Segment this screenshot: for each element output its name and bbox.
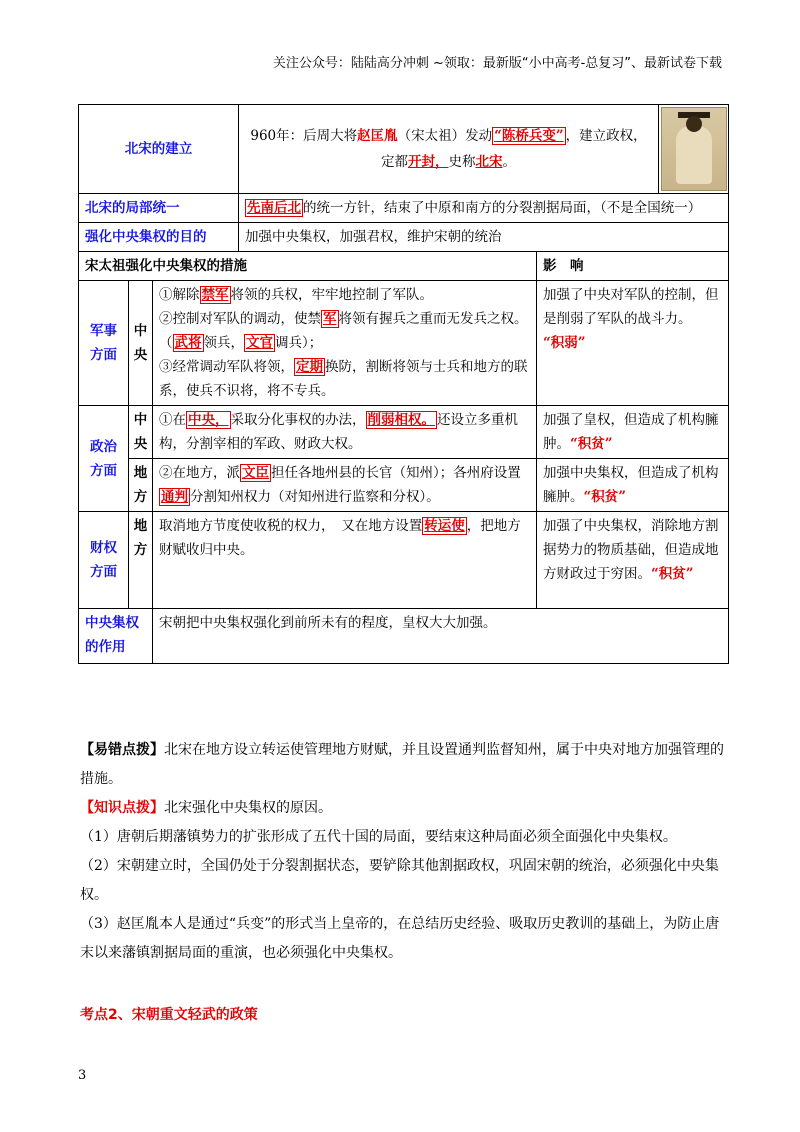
content-military: ①解除 禁军 将领的兵权，牢牢地控制了军队。 ②控制对军队的调动，使禁 军 将领有握兵之重而无发兵之权。（ 武将 领兵， 文官 调兵）； ③经常调动军队将领， 定期 换防，割断将领与士兵和地方的联系，使兵不识将，将不专兵。	[153, 281, 537, 406]
content-unify: 先南后北 的统一方针，结束了中原和南方的分裂割据局面，（不是全国统一）	[239, 194, 729, 223]
label-finance: 财权方面	[79, 512, 129, 609]
label-purpose: 强化中央集权的目的	[79, 223, 239, 252]
emperor-portrait-image	[661, 107, 727, 191]
reason-1: （1）唐朝后期藩镇势力的扩张形成了五代十国的局面，要结束这种局面必须全面强化中央集权。	[80, 829, 677, 845]
row-politics-central	[79, 406, 729, 459]
effect-politics-central: 加强了皇权，但造成了机构臃肿。“积贫”	[537, 406, 729, 459]
row-purpose	[79, 223, 729, 252]
row-finance	[79, 512, 729, 609]
content-finance: 取消地方节度使收税的权力， 又在地方设置 转运使 ，把地方财赋收归中央。	[153, 512, 537, 609]
sub-politics-central: 中央	[129, 406, 153, 459]
page-number: 3	[78, 1068, 87, 1083]
row-politics-local	[79, 459, 729, 512]
label-politics: 政治方面	[79, 406, 129, 512]
notes-section	[80, 736, 730, 968]
effect-politics-local: 加强中央集权，但造成了机构臃肿。“积贫”	[537, 459, 729, 512]
label-military: 军事方面	[79, 281, 129, 406]
row-unify	[79, 194, 729, 223]
row-military	[79, 281, 729, 406]
reason-2: （2）宋朝建立时，全国仍处于分裂割据状态，要铲除其他割据政权，巩固宋朝的统治，必须强化中央集权。	[80, 858, 719, 903]
row-role	[79, 609, 729, 664]
reason-3: （3）赵匡胤本人是通过“兵变”的形式当上皇帝的，在总结历史经验、吸取历史教训的基础上，为防止唐末以来藩镇割据局面的重演，也必须强化中央集权。	[80, 916, 720, 961]
sub-finance: 地方	[129, 512, 153, 609]
measures-header: 宋太祖强化中央集权的措施	[79, 252, 537, 281]
page-header: 关注公众号：陆陆高分冲刺 ~领取：最新版“小中高考-总复习”、最新试卷下载	[272, 56, 722, 71]
effect-header: 影 响	[537, 252, 729, 281]
effect-military: 加强了中央对军队的控制，但是削弱了军队的战斗力。 “积弱”	[537, 281, 729, 406]
summary-table	[78, 104, 729, 664]
label-establish: 北宋的建立	[79, 105, 239, 194]
kaodian-heading: 考点2、宋朝重文轻武的政策	[80, 1007, 258, 1023]
content-politics-local: ②在地方，派 文臣 担任各地州县的长官（知州）；各州府设置通判 分割知州权力（对知州进行监察和分权）。	[153, 459, 537, 512]
label-unify: 北宋的局部统一	[79, 194, 239, 223]
content-purpose: 加强中央集权，加强君权，维护宋朝的统治	[239, 223, 729, 252]
effect-finance: 加强了中央集权，消除地方割据势力的物质基础，但造成地方财政过于穷困。“积贫”	[537, 512, 729, 609]
label-role: 中央集权的作用	[79, 609, 153, 664]
content-establish: 960年：后周大将赵匡胤（宋太祖）发动 “陈桥兵变” ，建立政权，定都开封，史称北宋。	[239, 105, 659, 194]
row-establish	[79, 105, 729, 194]
tip-error: 【易错点拨】北宋在地方设立转运使管理地方财赋，并且设置通判监督知州，属于中央对地方加强管理的措施。	[80, 742, 724, 787]
row-measures-header	[79, 252, 729, 281]
content-politics-central: ①在 中央， 采取分化事权的办法， 削弱相权。 还设立多重机构，分割宰相的军政、财政大权。	[153, 406, 537, 459]
content-role: 宋朝把中央集权强化到前所未有的程度，皇权大大加强。	[153, 609, 729, 664]
tip-knowledge: 【知识点拨】北宋强化中央集权的原因。	[80, 800, 332, 816]
sub-politics-local: 地方	[129, 459, 153, 512]
sub-military: 中央	[129, 281, 153, 406]
portrait-cell	[659, 105, 729, 194]
